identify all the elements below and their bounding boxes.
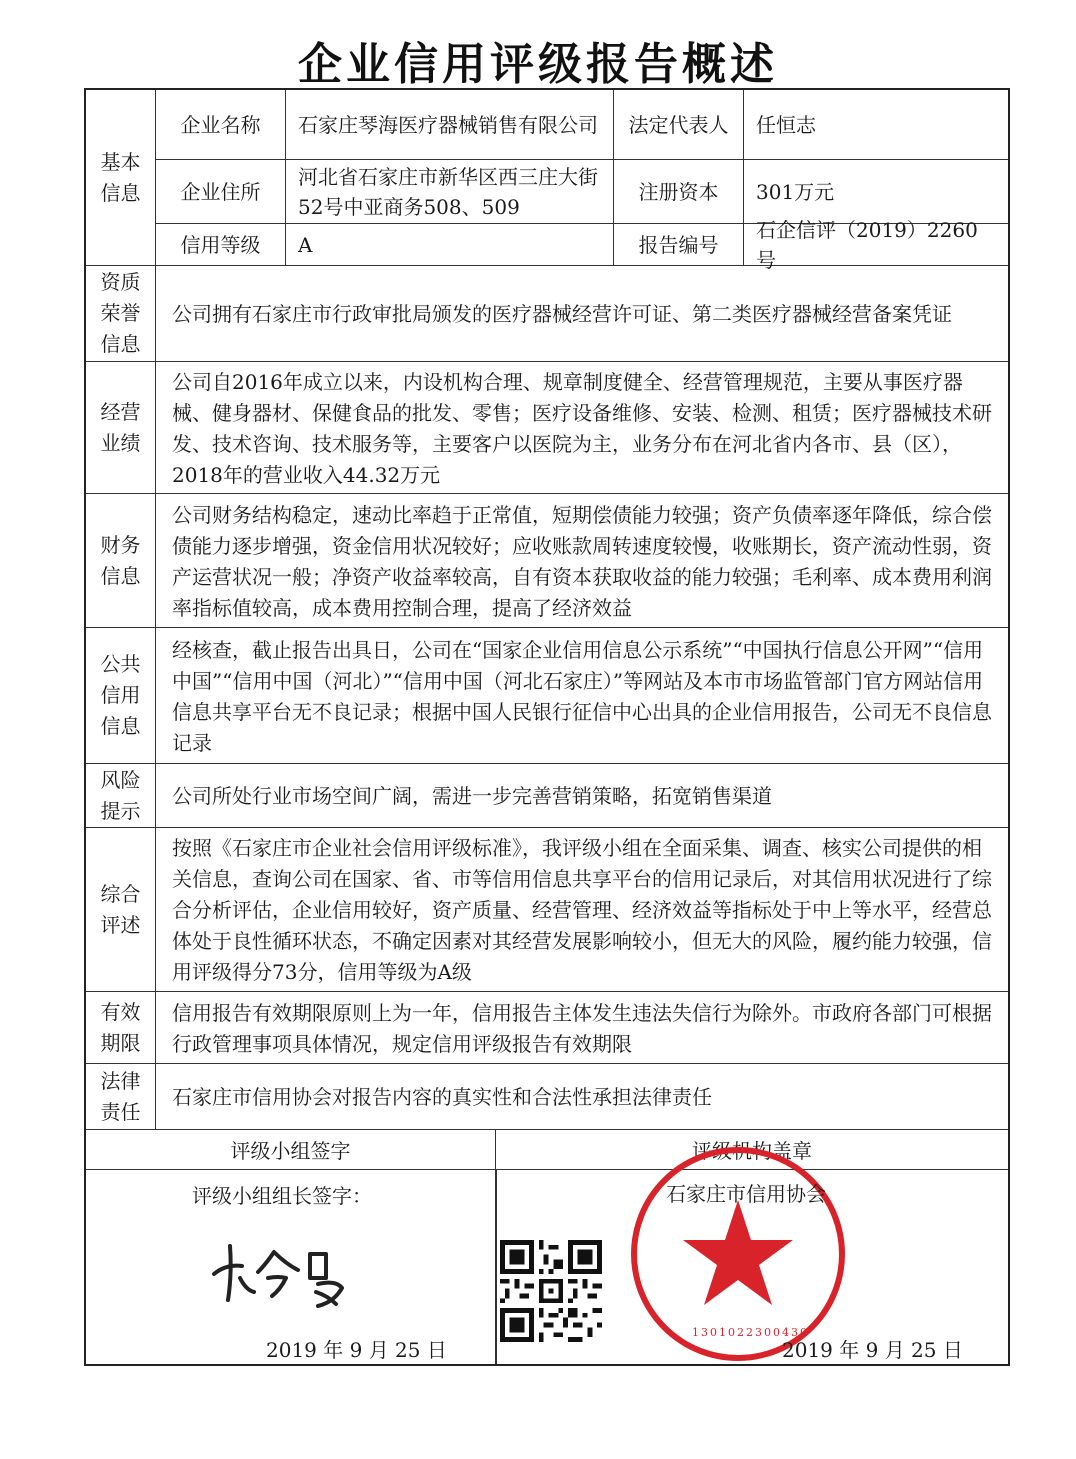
summary-section (86, 828, 1008, 992)
legal-rep-value: 任恒志 (744, 90, 1008, 160)
section-label: 有效期限 (86, 992, 156, 1063)
section-label: 法律责任 (86, 1064, 156, 1129)
section-text: 石家庄市信用协会对报告内容的真实性和合法性承担法律责任 (172, 1085, 712, 1109)
report-table (84, 88, 1010, 1366)
report-no-label: 报告编号 (614, 224, 744, 266)
handwritten-signature (206, 1234, 376, 1314)
section-text: 公司拥有石家庄市行政审批局颁发的医疗器械经营许可证、第二类医疗器械经营备案凭证 (172, 302, 952, 326)
leader-sign-label: 评级小组组长签字： (192, 1184, 372, 1208)
performance-section (86, 362, 1008, 494)
section-label: 综合评述 (86, 828, 156, 991)
right-date: 2019 年 9 月 25 日 (782, 1338, 963, 1362)
section-label: 公共信用信息 (86, 628, 156, 763)
risk-section (86, 764, 1008, 828)
address-value: 河北省石家庄市新华区西三庄大街52号中亚商务508、509 (286, 160, 614, 224)
basic-info-section (86, 90, 1008, 272)
left-date: 2019 年 9 月 25 日 (266, 1338, 447, 1362)
section-text: 经核查，截止报告出具日，公司在“国家企业信用信息公示系统”“中国执行信息公开网”“信用中国”“信用中国（河北）”“信用中国（河北石家庄）”等网站及本市市场监管部门官方网站信用信息共享平台无不良记录；根据中国人民银行征信中心出具的企业信用报告，公司无不良信息记录 (172, 637, 992, 755)
group-sign-label: 评级小组签字 (86, 1130, 496, 1170)
divider (495, 1170, 497, 1364)
section-label: 风险提示 (86, 764, 156, 827)
section-text: 公司所处行业市场空间广阔，需进一步完善营销策略，拓宽销售渠道 (172, 784, 772, 808)
grade-label: 信用等级 (156, 224, 286, 266)
section-label: 资质荣誉信息 (86, 266, 156, 361)
address-label: 企业住所 (156, 160, 286, 224)
section-text: 按照《石家庄市企业社会信用评级标准》，我评级小组在全面采集、调查、核实公司提供的相关信息，查询公司在国家、省、市等信用信息共享平台的信用记录后，对其信用状况进行了综合分析评估，企业信用较好，资产质量、经营管理、经济效益等指标处于中上等水平，经营总体处于良性循环状态，不确定因素对其经营发展影响较小，但无大的风险，履约能力较强，信用评级得分73分，信用等级为A级 (172, 836, 992, 984)
section-label: 财务信息 (86, 494, 156, 627)
company-name-label: 企业名称 (156, 90, 286, 160)
capital-label: 注册资本 (614, 160, 744, 224)
company-name-value: 石家庄琴海医疗器械销售有限公司 (286, 90, 614, 160)
stamp-number: 1301022300430 (692, 1326, 809, 1339)
finance-section (86, 494, 1008, 628)
section-label: 经营业绩 (86, 362, 156, 493)
section-text: 公司财务结构稳定，速动比率趋于正常值，短期偿债能力较强；资产负债率逐年降低，综合偿债能力逐步增强，资金信用状况较好；应收账款周转速度较慢，收账期长，资产流动性弱，资产运营状况一般；净资产收益率较高，自有资本获取收益的能力较强；毛利率、成本费用利润率指标值较高，成本费用控制合理，提高了经济效益 (172, 502, 992, 620)
legal-section (86, 1064, 1008, 1130)
org-name: 石家庄市信用协会 (666, 1182, 826, 1206)
basic-info-label: 基本信息 (86, 90, 156, 265)
signature-area (86, 1130, 1008, 1364)
qr-code (500, 1240, 602, 1342)
report-no-value: 石企信评（2019）2260号 (756, 218, 978, 272)
section-text: 信用报告有效期限原则上为一年，信用报告主体发生违法失信行为除外。市政府各部门可根据行政管理事项具体情况，规定信用评级报告有效期限 (172, 1000, 992, 1056)
section-text: 公司自2016年成立以来，内设机构合理、规章制度健全、经营管理规范，主要从事医疗器械、健身器材、保健食品的批发、零售；医疗设备维修、安装、检测、租赁；医疗器械技术研发、技术咨询、技术服务等，主要客户以医院为主，业务分布在河北省内各市、县（区），2018年的营业收入44.32万元 (172, 369, 992, 487)
public-credit-section (86, 628, 1008, 764)
capital-value: 301万元 (744, 160, 1008, 224)
qualification-section (86, 266, 1008, 362)
org-seal-label: 评级机构盖章 (496, 1130, 1008, 1170)
page-title: 企业信用评级报告概述 (298, 39, 778, 90)
legal-rep-label: 法定代表人 (614, 90, 744, 160)
grade-value: A (286, 224, 614, 266)
validity-section (86, 992, 1008, 1064)
